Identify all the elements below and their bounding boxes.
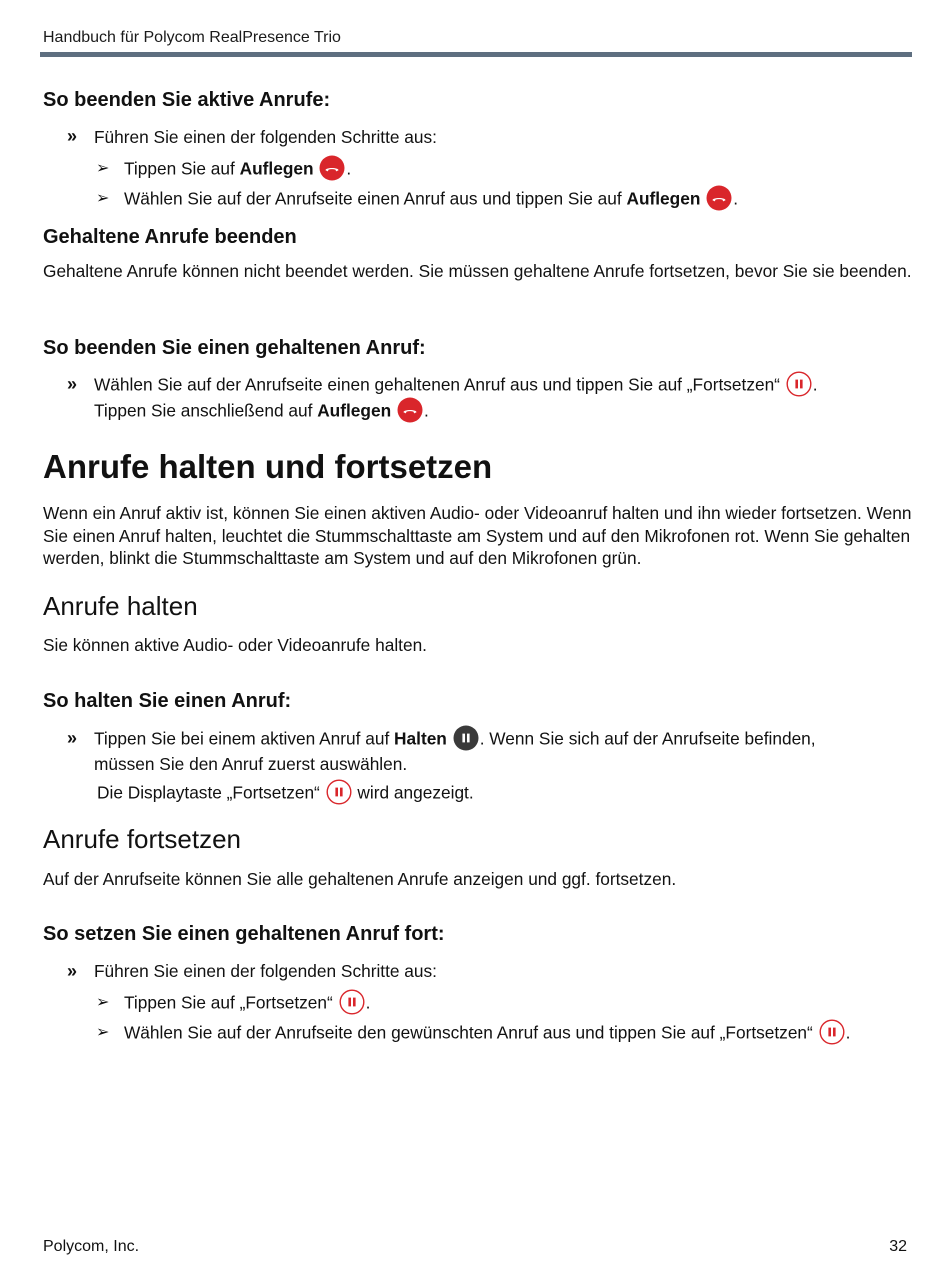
- text-segment: .: [733, 188, 739, 209]
- step-text: Führen Sie einen der folgenden Schritte aus:: [94, 961, 437, 981]
- text-segment: . Wenn Sie sich auf der Anrufseite befinden,: [479, 728, 816, 749]
- text-segment: .: [346, 158, 352, 179]
- paragraph: Auf der Anrufseite können Sie alle gehaltenen Anrufe anzeigen und ggf. fortsetzen.: [43, 869, 677, 889]
- step-text: [94, 373, 924, 425]
- heading-hold-calls: Anrufe halten: [43, 591, 198, 621]
- resume-icon: [819, 1019, 845, 1045]
- text-segment: müssen Sie den Anruf zuerst auswählen.: [94, 754, 408, 774]
- heading-resume-call-procedure: So setzen Sie einen gehaltenen Anruf fort:: [43, 923, 445, 945]
- heading-end-held-calls: Gehaltene Anrufe beenden: [43, 226, 297, 248]
- step-marker: »: [67, 126, 78, 146]
- heading-resume-calls: Anrufe fortsetzen: [43, 824, 241, 854]
- step-marker: »: [67, 374, 78, 394]
- text-segment: Tippen Sie anschließend auf: [94, 400, 318, 421]
- step-marker: »: [67, 728, 78, 748]
- document-header-title: Handbuch für Polycom RealPresence Trio: [43, 29, 341, 46]
- text-segment: Die Displaytaste „Fortsetzen“: [97, 782, 325, 803]
- hold-icon: [453, 725, 479, 751]
- step-marker: »: [67, 961, 78, 981]
- bold-term: Halten: [394, 728, 447, 749]
- paragraph: Gehaltene Anrufe können nicht beendet werden. Sie müssen gehaltene Anrufe fortsetzen, bevor Sie sie beenden.: [43, 261, 912, 281]
- page-number: 32: [889, 1238, 907, 1255]
- bold-term: Auflegen: [239, 158, 314, 179]
- sub-step-text: [124, 187, 738, 213]
- paragraph: Sie können aktive Audio- oder Videoanrufe halten.: [43, 635, 427, 655]
- text-segment: Tippen Sie auf „Fortsetzen“: [124, 992, 338, 1013]
- sub-step-text: [124, 991, 370, 1017]
- footer-company: Polycom, Inc.: [43, 1238, 140, 1255]
- step-text: Führen Sie einen der folgenden Schritte aus:: [94, 127, 437, 147]
- sub-step-marker: ➢: [96, 190, 110, 207]
- text-segment: .: [365, 992, 371, 1013]
- header-divider: [40, 52, 912, 57]
- text-segment: Wählen Sie auf der Anrufseite einen gehaltenen Anruf aus und tippen Sie auf „Fortsetzen“: [94, 374, 785, 395]
- text-segment: .: [845, 1022, 851, 1043]
- sub-step-marker: ➢: [96, 160, 110, 177]
- hangup-icon: [397, 397, 423, 423]
- hangup-icon: [706, 185, 732, 211]
- sub-step-text: [124, 1021, 850, 1047]
- heading-hold-call-procedure: So halten Sie einen Anruf:: [43, 690, 292, 712]
- step-result: [97, 781, 887, 807]
- sub-step-marker: ➢: [96, 994, 110, 1011]
- bold-term: Auflegen: [317, 400, 392, 421]
- heading-hold-and-resume: Anrufe halten und fortsetzen: [43, 448, 493, 485]
- hangup-icon: [319, 155, 345, 181]
- heading-end-active-calls: So beenden Sie aktive Anrufe:: [43, 89, 331, 111]
- resume-icon: [339, 989, 365, 1015]
- text-segment: Wählen Sie auf der Anrufseite einen Anruf aus und tippen Sie auf: [124, 188, 627, 209]
- paragraph: Wenn ein Anruf aktiv ist, können Sie einen aktiven Audio- oder Videoanruf halten und ihn wieder fortsetzen. Wenn Sie einen Anruf halten, leuchtet die Stummschalttaste am System und auf den Mikrofonen rot. Wenn Sie gehalten werden, blinkt die Stummschalttaste am System und auf den Mikrofonen grün.: [43, 503, 912, 568]
- bold-term: Auflegen: [626, 188, 701, 209]
- text-segment: .: [423, 400, 429, 421]
- heading-end-held-call-procedure: So beenden Sie einen gehaltenen Anruf:: [43, 337, 426, 359]
- step-text: [94, 727, 904, 776]
- text-segment: wird angezeigt.: [352, 782, 474, 803]
- resume-icon: [786, 371, 812, 397]
- text-segment: Tippen Sie bei einem aktiven Anruf auf: [94, 728, 395, 749]
- text-segment: .: [812, 374, 818, 395]
- sub-step-marker: ➢: [96, 1024, 110, 1041]
- text-segment: Tippen Sie auf: [124, 158, 240, 179]
- text-segment: Wählen Sie auf der Anrufseite den gewünschten Anruf aus und tippen Sie auf „Fortsetzen“: [124, 1022, 818, 1043]
- resume-icon: [326, 779, 352, 805]
- sub-step-text: [124, 157, 351, 183]
